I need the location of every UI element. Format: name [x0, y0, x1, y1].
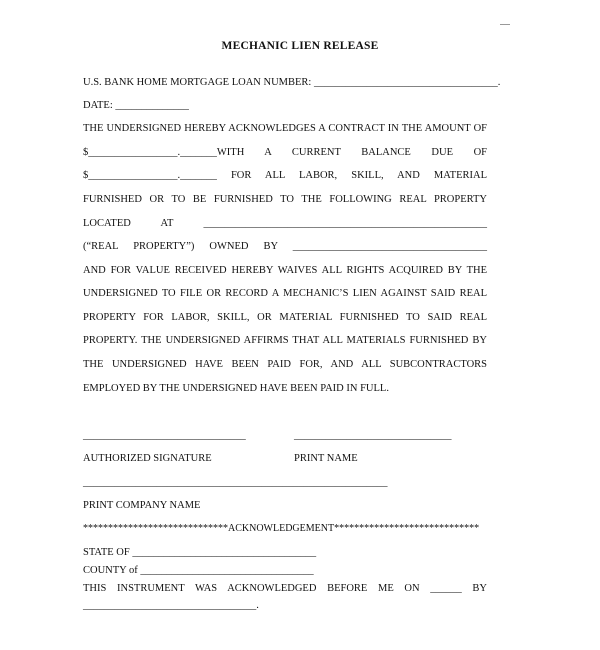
body-line-5: LOCATED AT ______________________________________________________: [83, 218, 487, 229]
body-line-4: FURNISHED OR TO BE FURNISHED TO THE FOLLOWING REAL PROPERTY: [83, 194, 487, 205]
print-name-label: PRINT NAME: [294, 453, 358, 464]
body-line-10: PROPERTY. THE UNDERSIGNED AFFIRMS THAT ALL MATERIALS FURNISHED BY: [83, 335, 487, 346]
date-line: DATE: ______________: [83, 100, 189, 111]
body-line-9: PROPERTY FOR LABOR, SKILL, OR MATERIAL FURNISHED TO SAID REAL: [83, 312, 487, 323]
company-name-blank: __________________________________________________________: [83, 477, 388, 488]
authorized-signature-label: AUTHORIZED SIGNATURE: [83, 453, 212, 464]
body-line-12: EMPLOYED BY THE UNDERSIGNED HAVE BEEN PAID IN FULL.: [83, 383, 389, 394]
body-line-6: (“REAL PROPERTY”) OWNED BY _____________________________________: [83, 241, 487, 252]
corner-mark: [500, 24, 510, 25]
signature-blank: _______________________________: [83, 430, 246, 441]
loan-number-line: U.S. BANK HOME MORTGAGE LOAN NUMBER: ___________________________________.: [83, 77, 501, 88]
acknowledgement-header: *****************************ACKNOWLEDGEMENT*****************************: [83, 523, 480, 534]
body-line-7: AND FOR VALUE RECEIVED HEREBY WAIVES ALL RIGHTS ACQUIRED BY THE: [83, 265, 487, 276]
document-title: MECHANIC LIEN RELEASE: [221, 40, 379, 52]
state-line: STATE OF ___________________________________: [83, 547, 317, 558]
body-line-3: $_________________._______ FOR ALL LABOR, SKILL, AND MATERIAL: [83, 170, 487, 181]
body-line-1: THE UNDERSIGNED HEREBY ACKNOWLEDGES A CONTRACT IN THE AMOUNT OF: [83, 123, 487, 134]
body-line-8: UNDERSIGNED TO FILE OR RECORD A MECHANIC’S LIEN AGAINST SAID REAL: [83, 288, 487, 299]
body-line-11: THE UNDERSIGNED HAVE BEEN PAID FOR, AND ALL SUBCONTRACTORS: [83, 359, 487, 370]
final-blank: _________________________________.: [83, 600, 259, 611]
print-name-blank: ______________________________: [294, 430, 452, 441]
print-company-label: PRINT COMPANY NAME: [83, 500, 201, 511]
county-line: COUNTY of _________________________________: [83, 565, 314, 576]
instrument-line: THIS INSTRUMENT WAS ACKNOWLEDGED BEFORE ME ON ______ BY: [83, 583, 487, 594]
body-line-2: $_________________._______WITH A CURRENT BALANCE DUE OF: [83, 147, 487, 158]
